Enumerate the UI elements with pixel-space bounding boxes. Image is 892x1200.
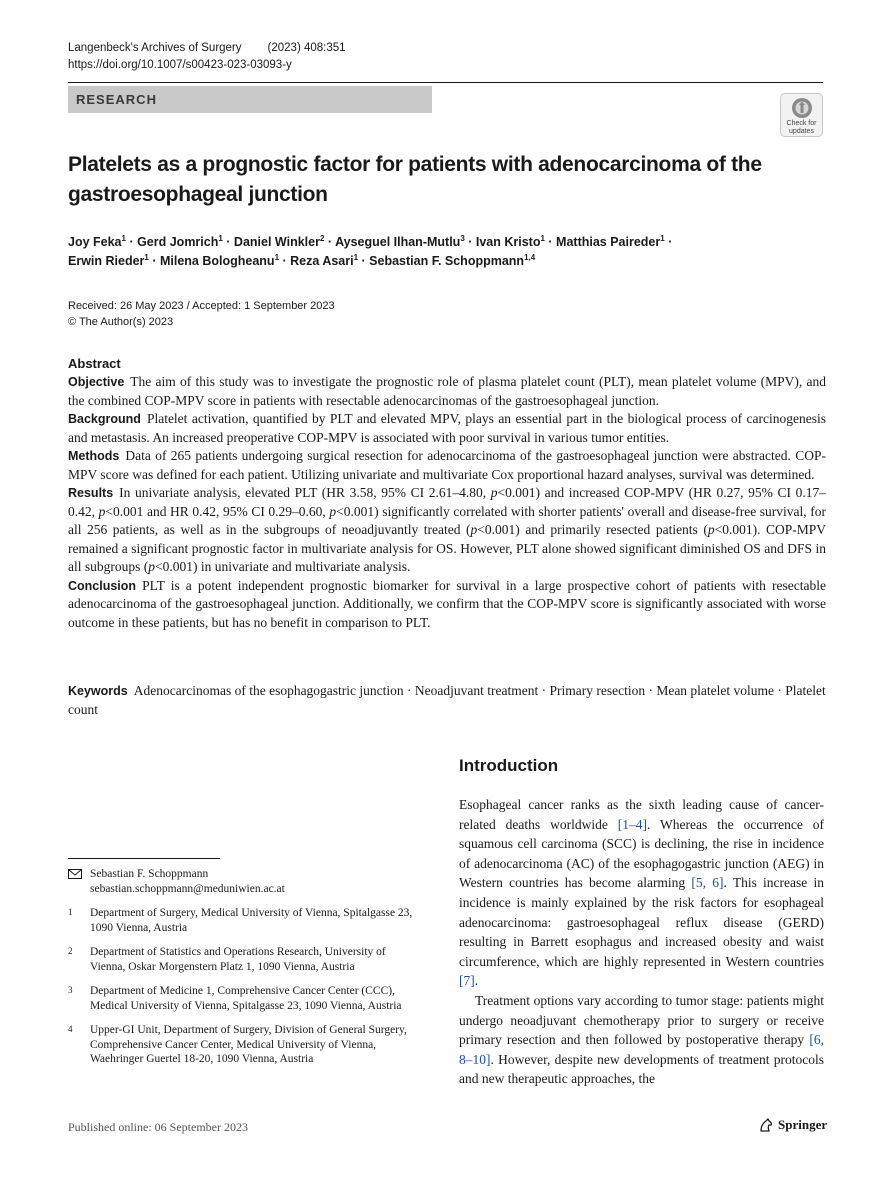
article-dates: [68, 298, 335, 330]
author-affiliation-marker: 1: [144, 253, 149, 262]
author-name[interactable]: Erwin Rieder: [68, 254, 145, 268]
author-separator: ·: [148, 254, 160, 268]
author-separator: ·: [125, 235, 138, 249]
author-separator: ·: [464, 235, 476, 249]
author-separator: ·: [358, 254, 370, 268]
author-affiliation-marker: 1: [218, 234, 223, 243]
abstract: [68, 355, 826, 632]
author-name[interactable]: Sebastian F. Schoppmann: [369, 254, 525, 268]
author-name[interactable]: Milena Bologheanu: [159, 254, 275, 268]
affiliation-item: [68, 906, 413, 935]
intro-text: . This increase in incidence is mainly explained by the risk factors for esophageal adenocarcinoma: gastroesophageal reflux disease (GERD) resulting in Barrett esophagus and increased obesity and waist circumference, which are highly represented in Western countries: [459, 875, 824, 969]
author-affiliation-marker: 1,4: [524, 253, 536, 262]
keywords-label: Keywords: [68, 684, 128, 698]
copyright: © The Author(s) 2023: [68, 316, 174, 328]
article-type-band: RESEARCH: [68, 86, 432, 113]
abstract-conclusion: [68, 577, 826, 633]
author-name[interactable]: Ivan Kristo: [475, 235, 541, 249]
affiliation-item: [68, 945, 413, 974]
author-name[interactable]: Ayseguel Ilhan-Mutlu: [335, 235, 461, 249]
publisher-logo: [758, 1117, 827, 1133]
author-separator: ·: [324, 235, 336, 249]
intro-paragraph: [459, 795, 824, 991]
publisher-name: Springer: [778, 1117, 828, 1132]
author-name[interactable]: Matthias Paireder: [556, 235, 661, 249]
introduction-heading: Introduction: [459, 756, 559, 775]
abstract-text: The aim of this study was to investigate the prognostic role of plasma platelet count (PLT), mean platelet volume (MPV), and the combined COP-MPV score in patients with resectable adenocarcinomas of the gastroesophageal junction.: [68, 374, 826, 408]
intro-text: Treatment options vary according to tumor stage: patients might undergo neoadjuvant chemotherapy prior to surgery or receive primary resection and then followed by postoperative therapy: [459, 992, 824, 1048]
intro-text: . However, despite new developments of treatment protocols and new therapeutic approaches, the: [459, 1051, 824, 1087]
corresponding-author: [68, 867, 413, 896]
affiliation-number: 4: [68, 1024, 73, 1034]
journal-volume: (2023) 408:351: [267, 42, 346, 54]
springer-horse-icon: [758, 1117, 774, 1133]
citation-link[interactable]: [5, 6]: [691, 875, 724, 891]
abstract-objective: [68, 373, 826, 410]
author-list: [68, 233, 828, 271]
author-name[interactable]: Reza Asari: [290, 254, 354, 268]
abstract-text: Platelet activation, quantified by PLT and elevated MPV, plays an essential part in the biological process of carcinogenesis and metastasis. An increased preoperative COP-MPV is associated with poor survival in various tumor entities.: [68, 411, 826, 445]
received-accepted: Received: 26 May 2023 / Accepted: 1 September 2023: [68, 300, 335, 312]
affiliation-number: 3: [68, 985, 73, 995]
author-affiliation-marker: 1: [540, 234, 545, 243]
author-name[interactable]: Joy Feka: [68, 235, 122, 249]
author-affiliation-marker: 3: [460, 234, 465, 243]
author-affiliation-marker: 2: [319, 234, 325, 243]
affiliation-number: 1: [68, 907, 73, 917]
published-online: Published online: 06 September 2023: [68, 1120, 248, 1134]
abstract-text: In univariate analysis, elevated PLT (HR 3.58, 95% CI 2.61–4.80, p<0.001) and increased COP-MPV (HR 0.27, 95% CI 0.17–0.42, p<0.001 and HR 0.42, 95% CI 0.29–0.60, p<0.001) significantly correlated with shorter patients' overall and disease-free survival, for all 256 patients, as well as in the subgroups of neoadjuvantly treated (p<0.001) and primarily resected patients (p<0.001). COP-MPV remained a significant prognostic factor in multivariate analysis for OS. However, PLT alone showed significant diminished OS and DFS in all subgroups (p<0.001) in univariate and multivariate analysis.: [68, 485, 827, 574]
abstract-results: [68, 484, 826, 577]
keywords-text: Adenocarcinomas of the esophagogastric junction · Neoadjuvant treatment · Primary resection · Mean platelet volume · Platelet count: [68, 683, 826, 717]
check-updates-line2: updates: [789, 128, 814, 135]
author-name[interactable]: Gerd Jomrich: [137, 235, 219, 249]
abstract-label: Background: [68, 412, 141, 426]
abstract-text: Data of 265 patients undergoing surgical resection for adenocarcinoma of the gastroesophageal junction were abstracted. COP-MPV score was defined for each patient. Utilizing univariate and multivariate Cox proportional hazard analyses, survival was determined.: [68, 448, 826, 482]
author-separator: ·: [279, 254, 291, 268]
abstract-text: PLT is a potent independent prognostic biomarker for survival in a large prospective cohort of patients with resectable adenocarcinoma of the gastroesophageal junction. Additionally, we confirm that the COP-MPV score is significantly associated with worse outcome in these patients, but has no benefit in comparison to PLT.: [68, 577, 826, 630]
journal-header: [68, 40, 346, 74]
doi-link[interactable]: https://doi.org/10.1007/s00423-023-03093-y: [68, 59, 292, 71]
check-updates-icon: [791, 97, 813, 119]
introduction-body: [459, 795, 824, 1089]
author-separator: ·: [664, 235, 673, 249]
footnote-rule: [68, 858, 220, 859]
affiliation-item: [68, 1023, 413, 1067]
abstract-methods: [68, 447, 826, 484]
corresponding-email[interactable]: sebastian.schoppmann@meduniwien.ac.at: [90, 882, 285, 895]
affiliation-text: Department of Surgery, Medical University of Vienna, Spitalgasse 23, 1090 Vienna, Austria: [90, 907, 413, 934]
citation-link[interactable]: [1–4]: [617, 816, 647, 832]
intro-paragraph: [459, 991, 824, 1089]
author-affiliation-marker: 1: [274, 253, 280, 262]
author-affiliation-marker: 1: [353, 253, 359, 262]
citation-link[interactable]: [7]: [459, 973, 475, 989]
header-rule: [68, 82, 823, 83]
affiliation-item: [68, 984, 413, 1013]
abstract-background: [68, 410, 826, 447]
journal-name: Langenbeck's Archives of Surgery: [68, 42, 242, 54]
corresponding-name: Sebastian F. Schoppmann: [90, 868, 209, 880]
author-separator: ·: [544, 235, 557, 249]
citation-link[interactable]: [6, 8–10]: [459, 1032, 824, 1067]
envelope-icon: [68, 869, 82, 879]
abstract-label: Results: [68, 486, 114, 500]
author-name[interactable]: Daniel Winkler: [233, 235, 320, 249]
intro-text: . Whereas the occurrence of squamous cell carcinoma (SCC) is declining, the rise in incidence of adenocarcinoma (AC) of the esophagogastric junction (AEG) in Western countries has become alarming: [459, 816, 825, 891]
affiliation-text: Department of Statistics and Operations Research, University of Vienna, Oskar Morgenstern Platz 1, 1090 Vienna, Austria: [90, 946, 386, 973]
footnotes: [68, 867, 413, 1077]
affiliation-text: Department of Medicine 1, Comprehensive Cancer Center (CCC), Medical University of Vienna, Spitalgasse 23, 1090 Vienna, Austria: [90, 985, 402, 1012]
author-affiliation-marker: 1: [660, 234, 665, 243]
keywords: [68, 682, 826, 719]
intro-text: .: [474, 973, 479, 989]
abstract-label: Conclusion: [68, 578, 137, 593]
abstract-heading: Abstract: [68, 356, 121, 371]
check-updates-line1: Check for: [786, 120, 817, 127]
check-for-updates-badge[interactable]: [780, 93, 823, 137]
intro-text: Esophageal cancer ranks as the sixth leading cause of cancer-related deaths worldwide: [459, 797, 824, 832]
affiliation-text: Upper-GI Unit, Department of Surgery, Division of General Surgery, Comprehensive Cancer Center, Medical University of Vienna, Waehringer Guertel 18-20, 1090 Vienna, Austria: [90, 1024, 407, 1065]
abstract-label: Methods: [68, 449, 120, 463]
author-affiliation-marker: 1: [121, 234, 126, 243]
abstract-label: Objective: [68, 375, 125, 389]
author-separator: ·: [222, 235, 234, 249]
article-title: Platelets as a prognostic factor for patients with adenocarcinoma of the gastroesophageal junction: [68, 153, 762, 206]
affiliation-number: 2: [68, 946, 73, 956]
